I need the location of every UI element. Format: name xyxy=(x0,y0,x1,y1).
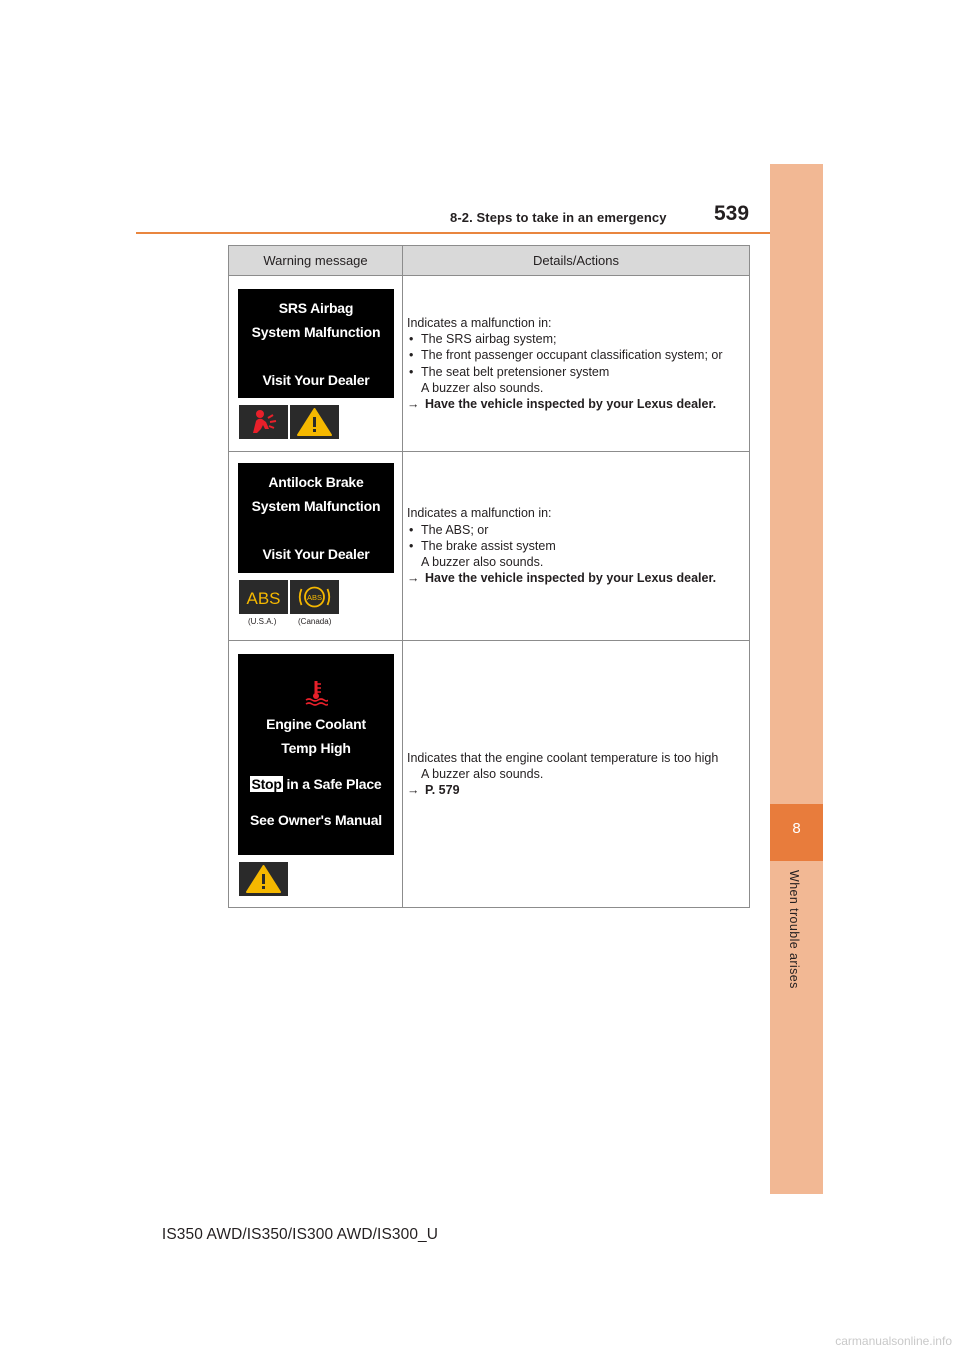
section-title: 8-2. Steps to take in an emergency xyxy=(450,210,667,225)
multi-info-display xyxy=(238,463,394,573)
master-warning-icon xyxy=(290,405,339,439)
bullet-mark: • xyxy=(409,332,414,347)
details-cell xyxy=(403,276,750,452)
details-note: A buzzer also sounds. xyxy=(421,555,544,570)
arrow-icon: → xyxy=(407,571,420,586)
abs-circle-icon xyxy=(290,580,339,614)
details-cell xyxy=(403,452,750,641)
bullet-mark: • xyxy=(409,348,414,363)
column-header-warning-message: Warning message xyxy=(229,246,403,276)
details-note: A buzzer also sounds. xyxy=(421,380,544,395)
details-bullet: The front passenger occupant classification system; or xyxy=(421,348,723,363)
display-line: System Malfunction xyxy=(251,324,381,340)
header-rule xyxy=(136,232,823,234)
master-warning-icon xyxy=(239,862,288,896)
warning-message-cell xyxy=(229,276,403,452)
display-line: SRS Airbag xyxy=(278,300,354,316)
page-number: 539 xyxy=(714,202,750,225)
multi-info-display xyxy=(238,289,394,398)
abs-icon-text: ABS xyxy=(246,589,281,608)
details-bullet: The seat belt pretensioner system xyxy=(421,364,610,379)
display-line: Engine Coolant xyxy=(266,716,366,732)
table-row xyxy=(229,641,750,908)
airbag-warning-icon xyxy=(239,405,288,439)
bullet-mark: • xyxy=(409,522,414,537)
watermark: carmanualsonline.info xyxy=(835,1334,952,1348)
chapter-number: 8 xyxy=(792,820,801,837)
region-label-usa: (U.S.A.) xyxy=(248,617,277,626)
warning-message-cell xyxy=(229,452,403,641)
details-bullet: The ABS; or xyxy=(421,522,489,537)
bullet-mark: • xyxy=(409,364,414,379)
display-line: Visit Your Dealer xyxy=(262,372,370,388)
details-bullet: The brake assist system xyxy=(421,538,556,553)
arrow-icon: → xyxy=(407,783,420,798)
details-bullet: The SRS airbag system; xyxy=(421,332,557,347)
chapter-label: When trouble arises xyxy=(787,870,801,989)
details-action: Have the vehicle inspected by your Lexus dealer. xyxy=(425,396,717,411)
display-line: in a Safe Place xyxy=(286,776,382,792)
details-note: A buzzer also sounds. xyxy=(421,766,544,781)
multi-info-display xyxy=(238,654,394,855)
coolant-temp-icon xyxy=(304,680,328,706)
region-label-canada: (Canada) xyxy=(298,617,332,626)
bullet-mark: • xyxy=(409,538,414,553)
display-line: See Owner's Manual xyxy=(250,812,382,828)
column-header-details-actions: Details/Actions xyxy=(403,246,750,276)
display-line: Temp High xyxy=(281,740,351,756)
details-action: Have the vehicle inspected by your Lexus dealer. xyxy=(425,571,717,586)
details-intro: Indicates a malfunction in: xyxy=(407,315,552,330)
display-line: Visit Your Dealer xyxy=(262,546,370,562)
model-footer: IS350 AWD/IS350/IS300 AWD/IS300_U xyxy=(161,1226,439,1243)
table-row xyxy=(229,276,750,452)
page-reference-link[interactable]: P. 579 xyxy=(425,783,460,798)
chapter-side-tab xyxy=(770,164,823,1194)
details-cell xyxy=(403,641,750,908)
abs-icon xyxy=(239,580,288,614)
stop-highlight: Stop xyxy=(251,776,282,792)
arrow-icon: → xyxy=(407,396,420,411)
display-line-stop xyxy=(238,776,394,792)
details-intro: Indicates a malfunction in: xyxy=(407,506,552,521)
table-row xyxy=(229,452,750,641)
details-intro: Indicates that the engine coolant temperature is too high xyxy=(407,750,719,765)
abs-circle-icon-text: ABS xyxy=(306,593,323,602)
warning-message-cell xyxy=(229,641,403,908)
table-header-row xyxy=(229,246,750,276)
display-line: System Malfunction xyxy=(251,498,381,514)
warning-message-table xyxy=(228,245,750,908)
display-line: Antilock Brake xyxy=(268,474,364,490)
